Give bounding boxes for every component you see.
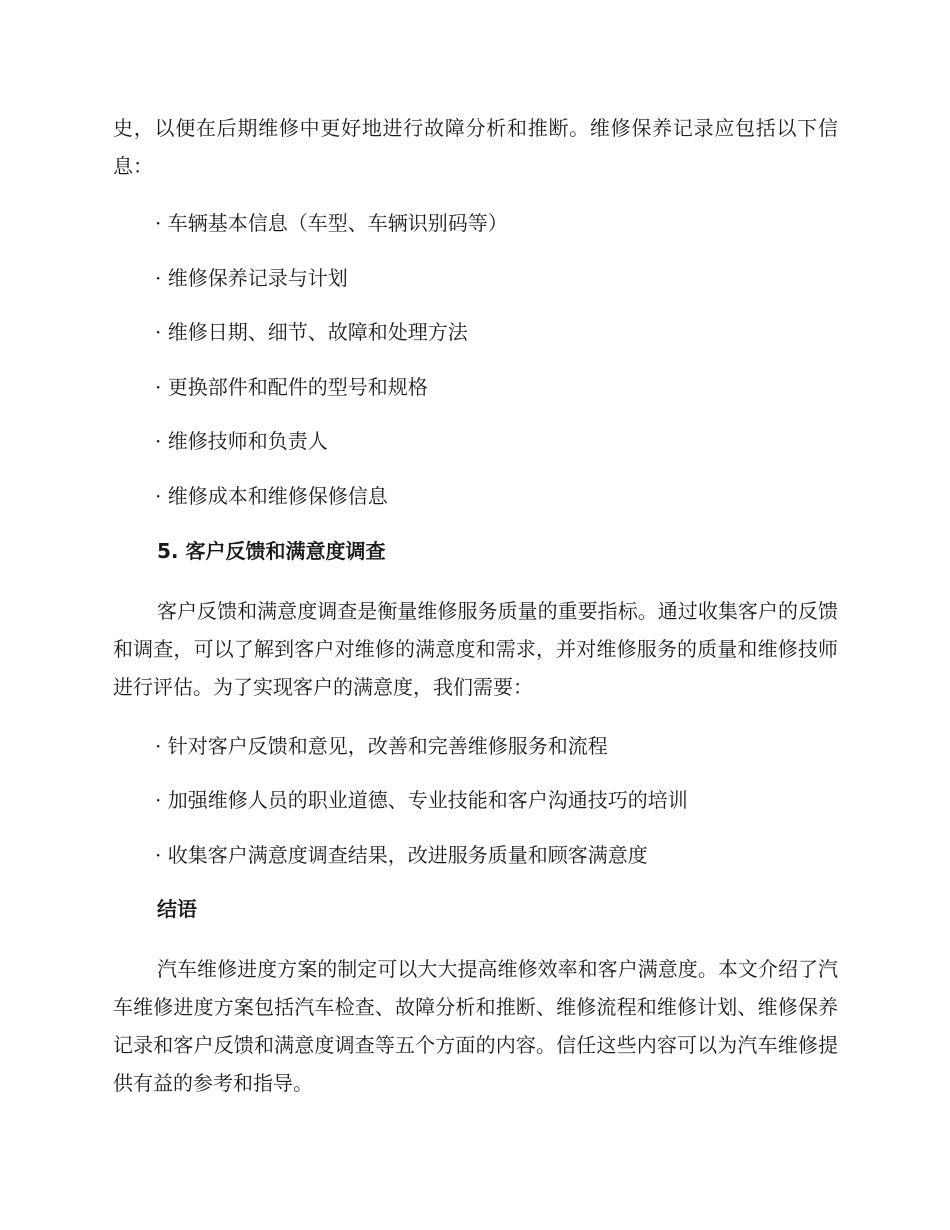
- conclusion-heading: 结语: [157, 897, 197, 921]
- conclusion-paragraph: 汽车维修进度方案的制定可以大大提高维修效率和客户满意度。本文介绍了汽车维修进度方案包括汽车检查、故障分析和推断、维修流程和维修计划、维修保养记录和客户反馈和满意度调查等五个方面的内容。信任这些内容可以为汽车维修提供有益的参考和指导。: [113, 957, 838, 1095]
- intro-paragraph: 史，以便在后期维修中更好地进行故障分析和推断。维修保养记录应包括以下信息：: [113, 116, 838, 178]
- section-heading: 5. 客户反馈和满意度调查: [157, 539, 386, 563]
- section-paragraph: 客户反馈和满意度调查是衡量维修服务质量的重要指标。通过收集客户的反馈和调查，可以了解到客户对维修的满意度和需求，并对维修服务的质量和维修技师进行评估。为了实现客户的满意度，我们需要：: [113, 599, 838, 699]
- record-item: · 维修日期、细节、故障和处理方法: [155, 320, 468, 344]
- section-list-item: · 加强维修人员的职业道德、专业技能和客户沟通技巧的培训: [155, 788, 688, 812]
- section-list-item: · 针对客户反馈和意见，改善和完善维修服务和流程: [155, 734, 608, 758]
- record-item: · 更换部件和配件的型号和规格: [155, 375, 428, 399]
- record-item: · 维修成本和维修保修信息: [155, 484, 388, 508]
- record-item: · 车辆基本信息（车型、车辆识别码等）: [155, 211, 508, 235]
- record-item: · 维修保养记录与计划: [155, 266, 348, 290]
- section-list-item: · 收集客户满意度调查结果，改进服务质量和顾客满意度: [155, 843, 648, 867]
- record-item: · 维修技师和负责人: [155, 429, 328, 453]
